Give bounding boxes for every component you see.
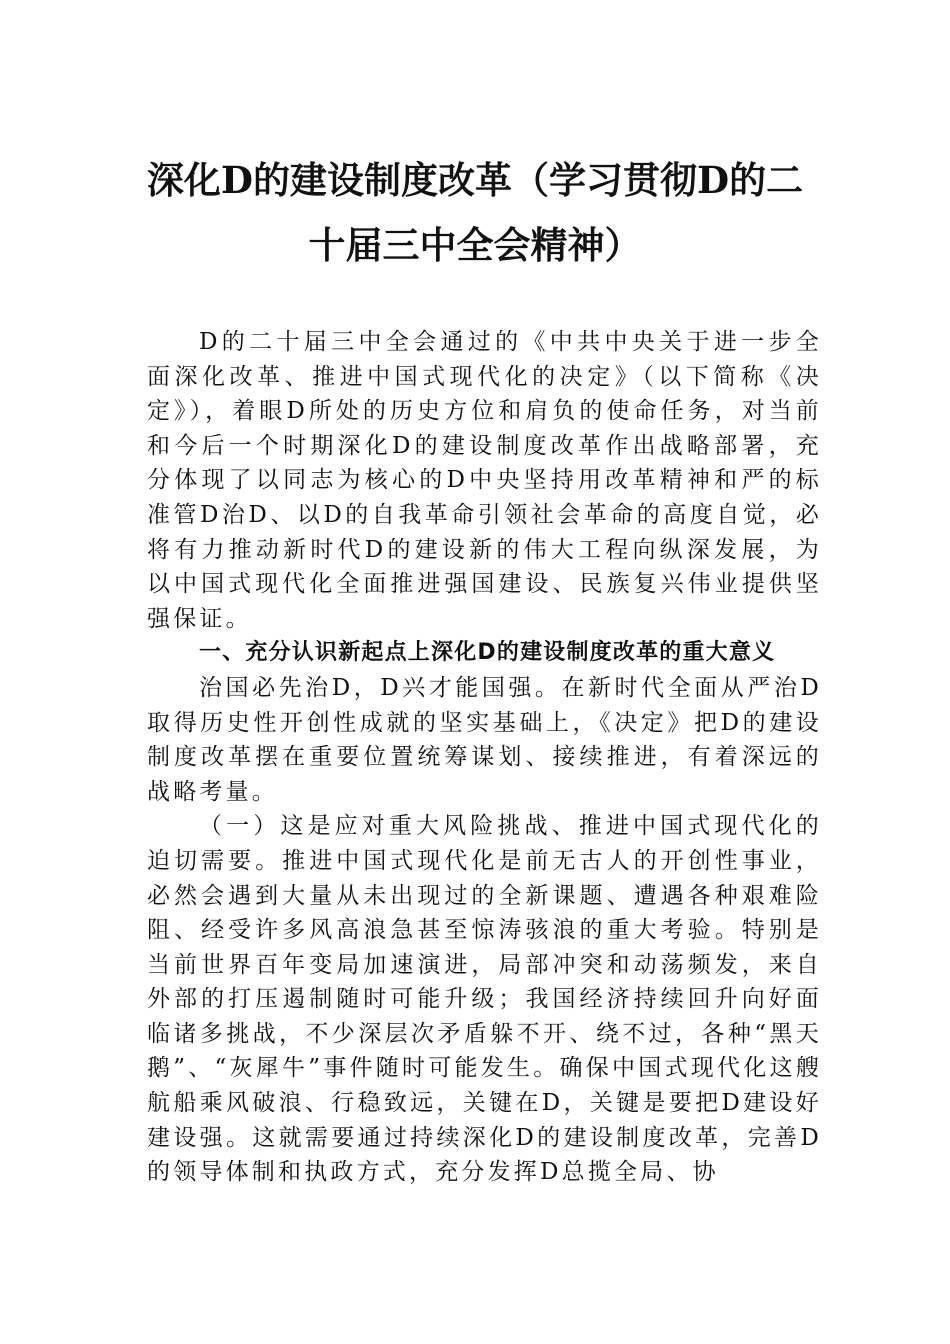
body-paragraph-point-1: （一）这是应对重大风险挑战、推进中国式现代化的迫切需要。推进中国式现代化是前无古人的开创性事业，必然会遇到大量从未出现过的全新课题、遭遇各种艰难险阻、经受许多风高浪急甚至惊涛骇浪的重大考验。特别是当前世界百年变局加速演进，局部冲突和动荡频发，来自外部的打压遏制随时可能升级；我国经济持续回升向好面临诸多挑战，不少深层次矛盾躲不开、绕不过，各种“黑天鹅”、“灰犀牛”事件随时可能发生。确保中国式现代化这艘航船乘风破浪、行稳致远，关键在D，关键是要把D建设好建设强。这就需要通过持续深化D的建设制度改革，完善D的领导体制和执政方式，充分发挥D总揽全局、协 — [147, 813, 822, 1186]
body-paragraph-section-1: 治国必先治D，D兴才能国强。在新时代全面从严治D取得历史性开创性成就的坚实基础上，《决定》把D的建设制度改革摆在重要位置统筹谋划、接续推进，有着深远的战略考量。 — [147, 674, 822, 805]
title-line-2: 十届三中全会精神） — [308, 223, 642, 267]
body-paragraph-intro: D的二十届三中全会通过的《中共中央关于进一步全面深化改革、推进中国式现代化的决定》（以下简称《决定》），着眼D所处的历史方位和肩负的使命任务，对当前和今后一个时期深化D的建设制度改革作出战略部署，充分体现了以同志为核心的D中央坚持用改革精神和严的标准管D治D、以D的自我革命引领社会革命的高度自觉，必将有力推动新时代D的建设新的伟大工程向纵深发展，为以中国式现代化全面推进强国建设、民族复兴伟业提供坚强保证。 — [147, 329, 822, 632]
document-body — [147, 325, 822, 1190]
document-title — [140, 148, 810, 278]
title-line-1: 深化D的建设制度改革（学习贯彻D的二 — [146, 158, 804, 202]
section-heading-1: 一、充分认识新起点上深化D的建设制度改革的重大意义 — [199, 640, 776, 666]
